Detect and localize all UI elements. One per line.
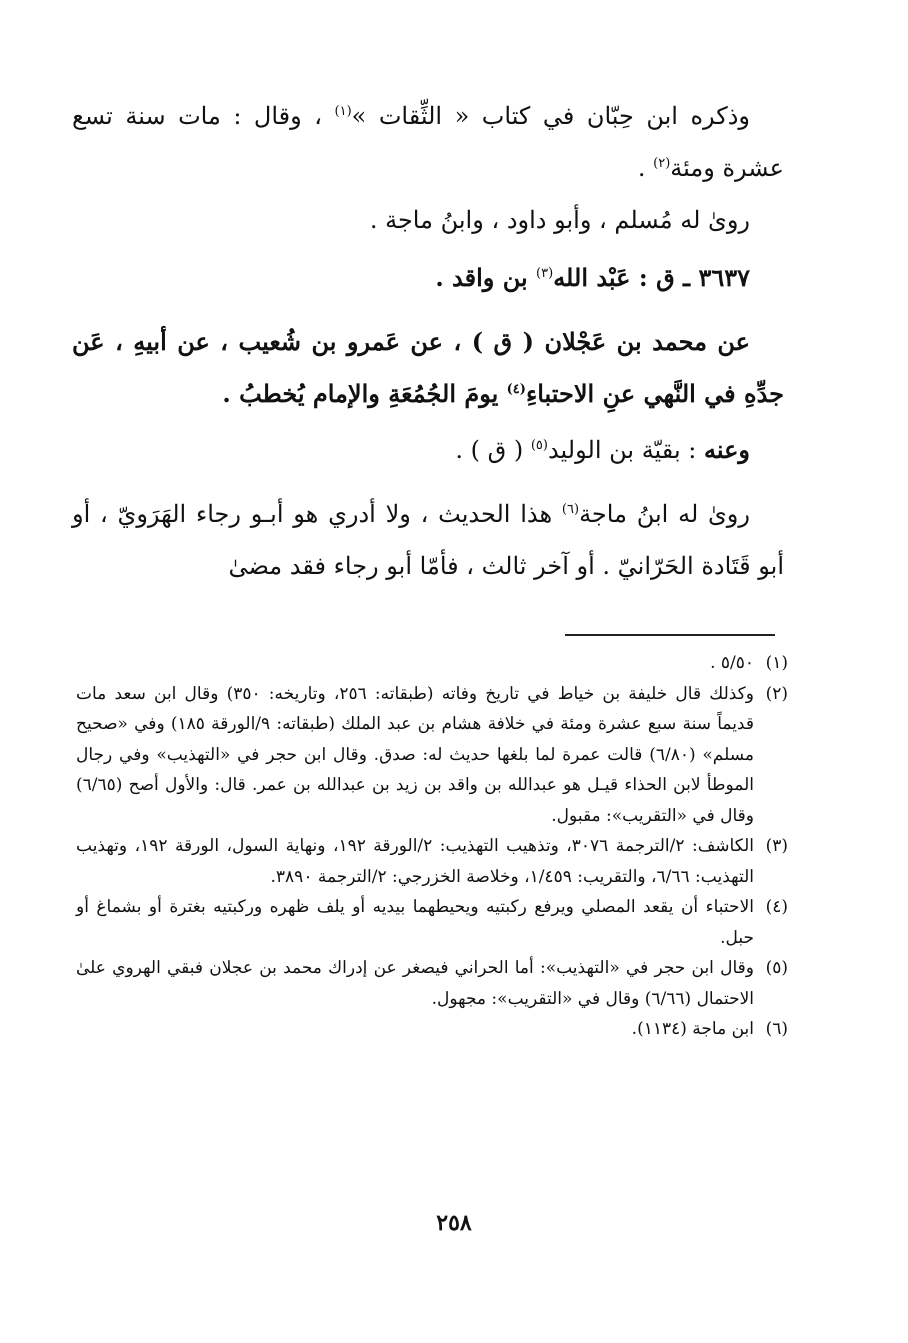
main-text-narrators xyxy=(72,194,784,246)
paragraph-ibn-majah: روىٰ له ابنُ ماجة$^{(٦)}$ هذا الحديث ، ولا أدري هو أبـو رجاء الهَرَويّ ، أو أبو قَتَادة الحَرّانيّ . أو آخر ثالث ، فأمّا أبو رجاء فقد مضىٰ xyxy=(72,500,784,580)
footnote-ref-3[interactable]: (٣) xyxy=(536,266,554,281)
footnote-separator xyxy=(565,634,775,636)
paragraph-ibn-hibban: وذكره ابن حِبّان في كتاب « الثِّقات »$^{(١)}$ ، وقال : مات سنة تسع عشرة ومئة$^{(٢)}$ . xyxy=(72,102,784,182)
footnote-3: (٣)الكاشف: ٢/الترجمة ٣٠٧٦، وتذهيب التهذيب: ٢/الورقة ١٩٢، ونهاية السول، الورقة ١٩٢، وتهذيب التهذيب: ٦/٦٦، والتقريب: ١/٤٥٩، وخلاصة الخزرجي: ٢/الترجمة ٣٨٩٠. xyxy=(76,836,789,887)
main-text-transmitter xyxy=(72,424,784,476)
footnote-ref-5[interactable]: (٥) xyxy=(530,438,548,453)
main-text xyxy=(72,90,784,194)
footnotes xyxy=(76,648,788,1045)
footnote-ref-6[interactable]: (٦) xyxy=(561,502,580,517)
main-text-ibn-majah xyxy=(72,488,784,592)
footnote-5: (٥)وقال ابن حجر في «التهذيب»: أما الحراني فيصغر عن إدراك محمد بن عجلان فبقي الهروي علىٰ الاحتمال (٦/٦٦) وقال في «التقريب»: مجهول. xyxy=(76,958,788,1009)
paragraph-narrators: روىٰ له مُسلم ، وأبو داود ، وابنُ ماجة . xyxy=(369,206,750,234)
footnote-ref-4[interactable]: (٤) xyxy=(506,382,526,397)
main-text-hadith xyxy=(72,316,784,420)
entry-heading-block xyxy=(72,252,784,304)
paragraph-hadith: عن محمد بن عَجْلان ( ق ) ، عن عَمرو بن شُعيب ، عن أبيهِ ، عَن جدِّهِ في النَّهي عنِ الاحتباءِ$^{(٤)}$ يومَ الجُمُعَةِ والإمام يُخطبُ . xyxy=(72,327,784,408)
footnote-ref-2[interactable]: (٢) xyxy=(653,156,671,171)
page-number: ٢٥٨ xyxy=(436,1210,472,1236)
footnote-2: (٢)وكذلك قال خليفة بن خياط في تاريخ وفاته (طبقاته: ٢٥٦، وتاريخه: ٣٥٠) وقال ابن سعد مات قديماً سنة سبع عشرة ومئة في خلافة هشام بن عبد الملك (طبقاته: ٩/الورقة ١٨٥) وفي «صحيح مسلم» (٦/٨٠) قالت عمرة لما بلغها حديث له: صدق. وقال ابن حجر في «التهذيب» وفي رجال الموطأ لابن الحذاء قيـل هو عبدالله بن واقد بن زيد بن عبدالله بن عمر. قال: والأول أصح (٦/٦٥) وقال في «التقريب»: مقبول. xyxy=(76,683,788,826)
footnote-1: (١)٥/٥٠ . xyxy=(710,653,788,673)
entry-heading: ٣٦٣٧ ـ ق : عَبْد الله$^{(٣)}$ بن واقد . xyxy=(435,263,750,292)
footnote-4: (٤)الاحتباء أن يقعد المصلي ويرفع ركبتيه ويحيطهما بيديه أو يلف ظهره وركبتيه بغترة أو بشماغ أو حبل. xyxy=(76,897,788,948)
paragraph-transmitter: وعنه : بقيّة بن الوليد$^{(٥)}$ ( ق ) . xyxy=(455,435,750,464)
footnote-6: (٦)ابن ماجة (١١٣٤). xyxy=(631,1019,788,1039)
footnote-ref-1[interactable]: (١) xyxy=(334,104,352,119)
